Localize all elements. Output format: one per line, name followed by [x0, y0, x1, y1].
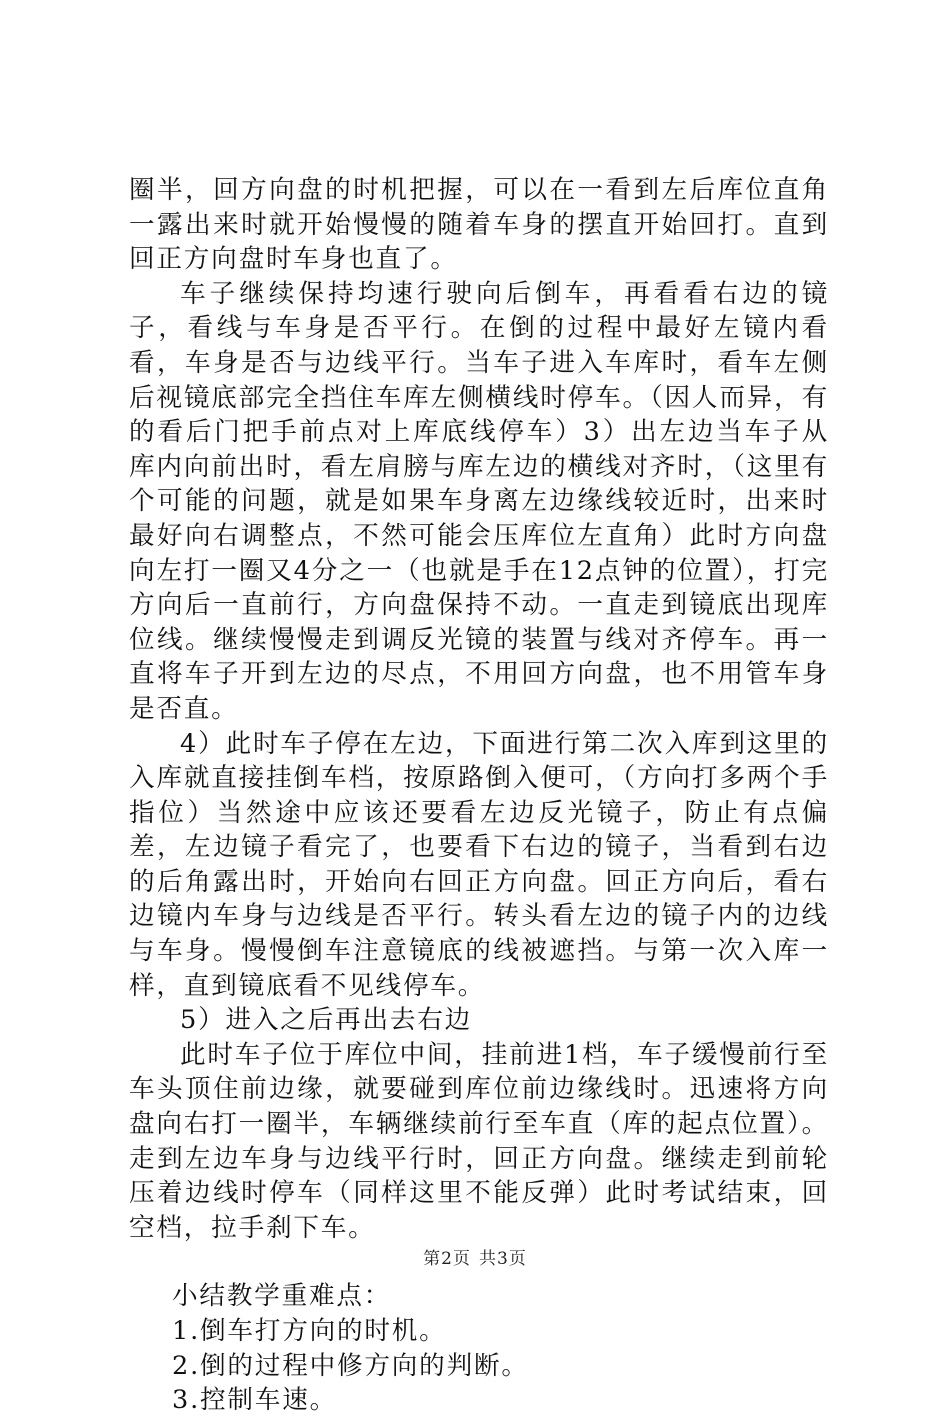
- paragraph-exit-right: 此时车子位于库位中间，挂前进1档，车子缓慢前行至车头顶住前边缘，就要碰到库位前边缘线时。迅速将方向盘向右打一圈半，车辆继续前行至车直（库的起点位置）。走到左边车身与边线平行时，回正方向盘。继续走到前轮压着边线时停车（同样这里不能反弹）此时考试结束，回空档，拉手刹下车。: [129, 1039, 829, 1243]
- paragraph-step-five-title: 5）进入之后再出去右边: [180, 1005, 473, 1036]
- paragraph-second-entry: 4）此时车子停在左边，下面进行第二次入库到这里的入库就直接挂倒车档，按原路倒入便可，（方向打多两个手指位）当然途中应该还要看左边反光镜子，防止有点偏差，左边镜子看完了，也要看下右边的镜子，当看到右边的后角露出时，开始向右回正方向盘。回正方向后，看右边镜内车身与边线是否平行。转头看左边的镜子内的边线与车身。慢慢倒车注意镜底的线被遮挡。与第一次入库一样，直到镜底看不见线停车。: [129, 728, 829, 1001]
- page-footer: [0, 1244, 950, 1269]
- paragraph-continuation: 圈半，回方向盘的时机把握，可以在一看到左后库位直角一露出来时就开始慢慢的随着车身的摆直开始回打。直到回正方向盘时车身也直了。: [129, 175, 829, 275]
- document-body: [129, 173, 829, 1418]
- page-number: 第2页: [423, 1249, 471, 1269]
- summary-item: 1.倒车打方向的时机。: [172, 1316, 447, 1346]
- summary-heading: 小结教学重难点：: [172, 1281, 392, 1312]
- summary-item: 2.倒的过程中修方向的判断。: [172, 1350, 529, 1381]
- summary-item: 3.控制车速。: [172, 1385, 337, 1416]
- page-total: 共3页: [479, 1249, 527, 1269]
- paragraph-reverse-parking: 车子继续保持均速行驶向后倒车，再看看右边的镜子，看线与车身是否平行。在倒的过程中最好左镜内看看，车身是否与边线平行。当车子进入车库时，看车左侧后视镜底部完全挡住车库左侧横线时停车。（因人而异，有的看后门把手前点对上库底线停车）3）出左边当车子从库内向前出时，看左肩膀与库左边的横线对齐时，（这里有个可能的问题，就是如果车身离左边缘线较近时，出来时最好向右调整点，不然可能会压库位左直角）此时方向盘向左打一圈又4分之一（也就是手在12点钟的位置），打完方向后一直前行，方向盘保持不动。一直走到镜底出现库位线。继续慢慢走到调反光镜的装置与线对齐停车。再一直将车子开到左边的尽点，不用回方向盘，也不用管车身是否直。: [129, 278, 829, 724]
